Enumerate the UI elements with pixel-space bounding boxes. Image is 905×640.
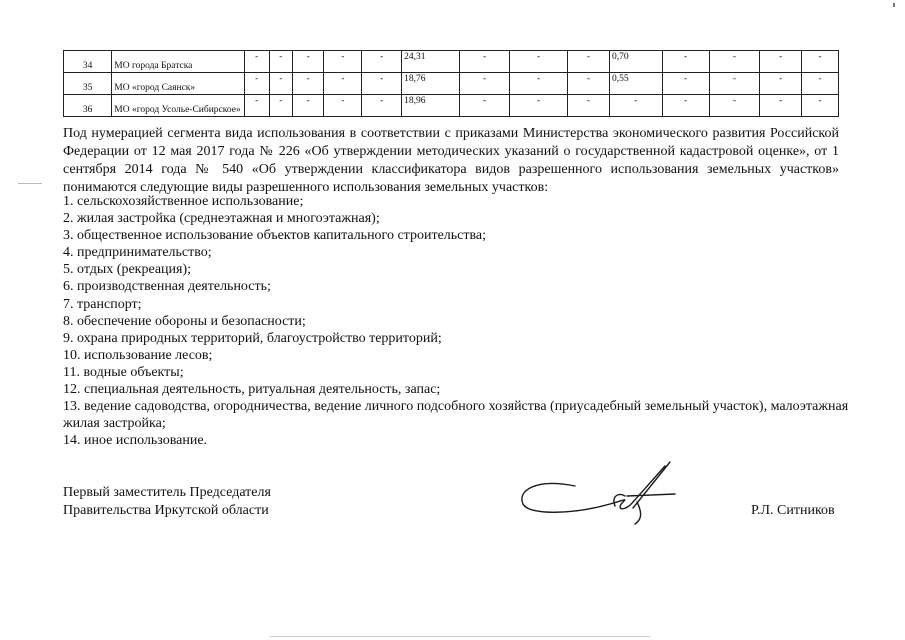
- signatory-title: [63, 484, 271, 520]
- segment-cell: -: [324, 51, 362, 73]
- segment-cell: -: [568, 73, 610, 95]
- segment-table: [63, 50, 839, 117]
- land-use-item: 11. водные объекты;: [63, 364, 184, 380]
- land-use-item: 9. охрана природных территорий, благоустройство территорий;: [63, 330, 442, 346]
- segment-cell: 18,76: [402, 73, 460, 95]
- signatory-title-line1: Первый заместитель Председателя: [63, 485, 271, 500]
- segment-cell: -: [662, 73, 709, 95]
- segment-cell: -: [709, 51, 759, 73]
- land-use-item: 2. жилая застройка (среднеэтажная и многоэтажная);: [63, 211, 380, 227]
- segment-cell: -: [760, 73, 802, 95]
- scan-speck: [270, 636, 650, 637]
- segment-cell: -: [269, 51, 292, 73]
- table-row: [64, 51, 839, 73]
- land-use-item: 14. иное использование.: [63, 433, 208, 449]
- handwritten-signature: [515, 456, 695, 526]
- table-body: [64, 51, 839, 117]
- segment-cell: -: [510, 95, 568, 117]
- scan-speck: [18, 183, 42, 184]
- segment-cell: -: [362, 51, 402, 73]
- table-row: [64, 73, 839, 95]
- segment-cell: -: [662, 95, 709, 117]
- segment-cell: -: [324, 95, 362, 117]
- land-use-item: 3. общественное использование объектов капитального строительства;: [63, 228, 487, 244]
- segment-cell: -: [568, 95, 610, 117]
- segment-cell: -: [292, 51, 324, 73]
- segment-cell: -: [269, 95, 292, 117]
- segment-cell: 24,31: [402, 51, 460, 73]
- segment-cell: -: [244, 95, 269, 117]
- segment-cell: -: [709, 95, 759, 117]
- segment-cell: -: [760, 51, 802, 73]
- segment-cell: -: [362, 95, 402, 117]
- segment-cell: -: [510, 73, 568, 95]
- land-use-item: 6. производственная деятельность;: [63, 279, 271, 295]
- land-use-item: 1. сельскохозяйственное использование;: [63, 194, 304, 209]
- segment-cell: -: [510, 51, 568, 73]
- segment-cell: -: [662, 51, 709, 73]
- land-use-item: 10. использование лесов;: [63, 347, 213, 363]
- segment-cell: -: [292, 73, 324, 95]
- segment-cell: -: [802, 95, 839, 117]
- row-number: 35: [64, 73, 112, 95]
- segment-cell: -: [709, 73, 759, 95]
- segment-cell: 0,55: [610, 73, 663, 95]
- land-use-item: 13. ведение садоводства, огородничества, ведение личного подсобного хозяйства (приусадебный земельный участок), малоэтажная жилая застройка;: [63, 399, 849, 432]
- row-number: 36: [64, 95, 112, 117]
- segment-cell: 0,70: [610, 51, 663, 73]
- table-row: [64, 95, 839, 117]
- segment-cell: -: [568, 51, 610, 73]
- municipality-name: МО «город Усолье-Сибирское»: [112, 95, 244, 117]
- segment-cell: -: [459, 73, 509, 95]
- municipality-name: МО «город Саянск»: [112, 73, 244, 95]
- segment-cell: -: [760, 95, 802, 117]
- row-number: 34: [64, 51, 112, 73]
- land-use-item: 8. обеспечение обороны и безопасности;: [63, 313, 306, 329]
- segment-cell: -: [802, 73, 839, 95]
- segment-cell: -: [459, 95, 509, 117]
- segment-cell: -: [292, 95, 324, 117]
- land-use-item: 4. предпринимательство;: [63, 245, 212, 261]
- signatory-name: Р.Л. Ситников: [751, 503, 835, 518]
- segment-cell: -: [244, 51, 269, 73]
- explanatory-paragraph: Под нумерацией сегмента вида использования в соответствии с приказами Министерства экономического развития Российской Федерации от 12 мая 2017 года № 226 «Об утверждении методических указаний о государственной кадастровой оценке», от 1 сентября 2014 года № 540 «Об утверждении классификатора видов разрешенного использования земельных участков» понимаются следующие виды разрешенного использования земельных участков:: [63, 126, 839, 195]
- segment-cell: -: [244, 73, 269, 95]
- segment-cell: -: [459, 51, 509, 73]
- land-use-list: [63, 193, 853, 449]
- signatory-title-line2: Правительства Иркутской области: [63, 503, 269, 518]
- segment-cell: -: [802, 51, 839, 73]
- scan-speck: [893, 3, 895, 7]
- land-use-item: 7. транспорт;: [63, 296, 142, 312]
- segment-cell: 18,96: [402, 95, 460, 117]
- segment-cell: -: [269, 73, 292, 95]
- segment-cell: -: [324, 73, 362, 95]
- land-use-item: 12. специальная деятельность, ритуальная деятельность, запас;: [63, 382, 441, 398]
- segment-cell: -: [362, 73, 402, 95]
- land-use-item: 5. отдых (рекреация);: [63, 262, 192, 278]
- municipality-name: МО города Братска: [112, 51, 244, 73]
- segment-cell: -: [610, 95, 663, 117]
